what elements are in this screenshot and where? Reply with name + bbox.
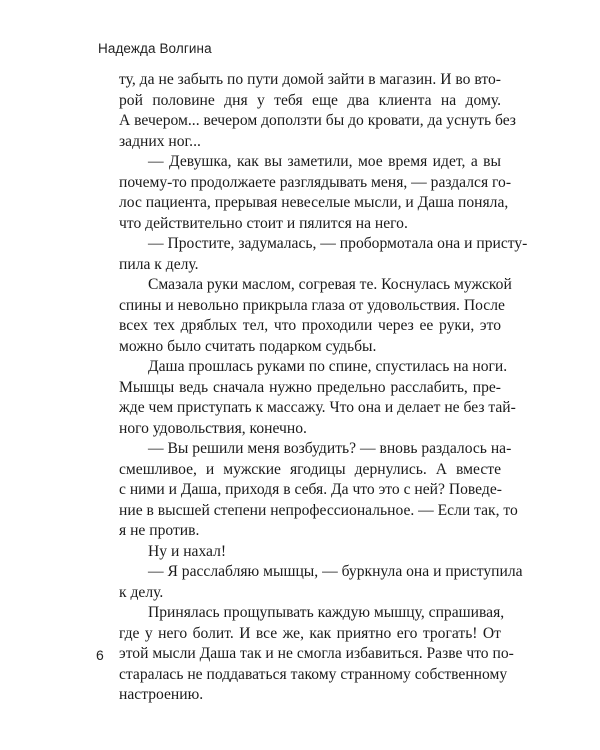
text-line: этой мысли Даша так и не смогла избавиться. Разве что по- <box>119 645 514 662</box>
text-line: к делу. <box>119 583 164 601</box>
body-text <box>119 70 528 706</box>
text-line: смешливое, и мужские ягодицы дернулись. А вместе <box>119 460 501 478</box>
text-line: настроению. <box>119 686 204 703</box>
text-line: Ну и нахал! <box>148 542 227 560</box>
text-line: ного удовольствия, конечно. <box>119 419 307 437</box>
text-line: спины и невольно прикрыла глаза от удовольствия. После <box>119 296 505 314</box>
text-line: жде чем приступать к массажу. Что она и делает не без тай- <box>119 399 516 416</box>
text-line: Принялась прощупывать каждую мышцу, спрашивая, <box>148 604 505 621</box>
text-line: ту, да не забыть по пути домой зайти в магазин. И во вто- <box>119 71 501 88</box>
text-line: ние в высшей степени непрофессиональное. — Если так, то <box>119 501 518 519</box>
text-line: задних ног... <box>119 132 201 150</box>
running-header-author: Надежда Волгина <box>98 41 212 56</box>
text-line: старалась не поддаваться такому странному собственному <box>119 665 508 683</box>
text-line: я не против. <box>119 522 200 539</box>
text-line: можно было считать подарком судьбы. <box>119 337 377 355</box>
text-line: что действительно стоит и пялится на него. <box>119 214 408 232</box>
text-line: где у него болит. И все же, как приятно его трогать! От <box>119 624 501 642</box>
text-line: — Девушка, как вы заметили, мое время идет, а вы <box>148 153 501 170</box>
text-line: А вечером... вечером доползти бы до кровати, да уснуть без <box>119 112 516 129</box>
text-line: всех тех дряблых тел, что проходили через ее руки, это <box>119 317 501 334</box>
text-line: — Вы решили меня возбудить? — вновь раздалось на- <box>148 440 512 457</box>
text-line: почему-то продолжаете разглядывать меня, — раздался го- <box>119 173 512 191</box>
text-line: Мышцы ведь сначала нужно предельно расслабить, пре- <box>119 378 501 396</box>
text-line: рой половине дня у тебя еще два клиента на дому. <box>119 91 501 109</box>
text-line: — Я расслабляю мышцы, — буркнула она и приступила <box>148 563 523 580</box>
text-line: пила к делу. <box>119 255 199 273</box>
page-number: 6 <box>96 647 104 663</box>
text-line: с ними и Даша, приходя в себя. Да что это с ней? Поведе- <box>119 481 502 498</box>
text-line: Смазала руки маслом, согревая те. Коснулась мужской <box>148 276 512 293</box>
text-line: Даша прошлась руками по спине, спустилась на ноги. <box>148 358 508 375</box>
text-line: — Простите, задумалась, — пробормотала она и присту- <box>148 235 528 252</box>
text-line: лос пациента, прерывая невеселые мысли, и Даша поняла, <box>119 194 509 211</box>
